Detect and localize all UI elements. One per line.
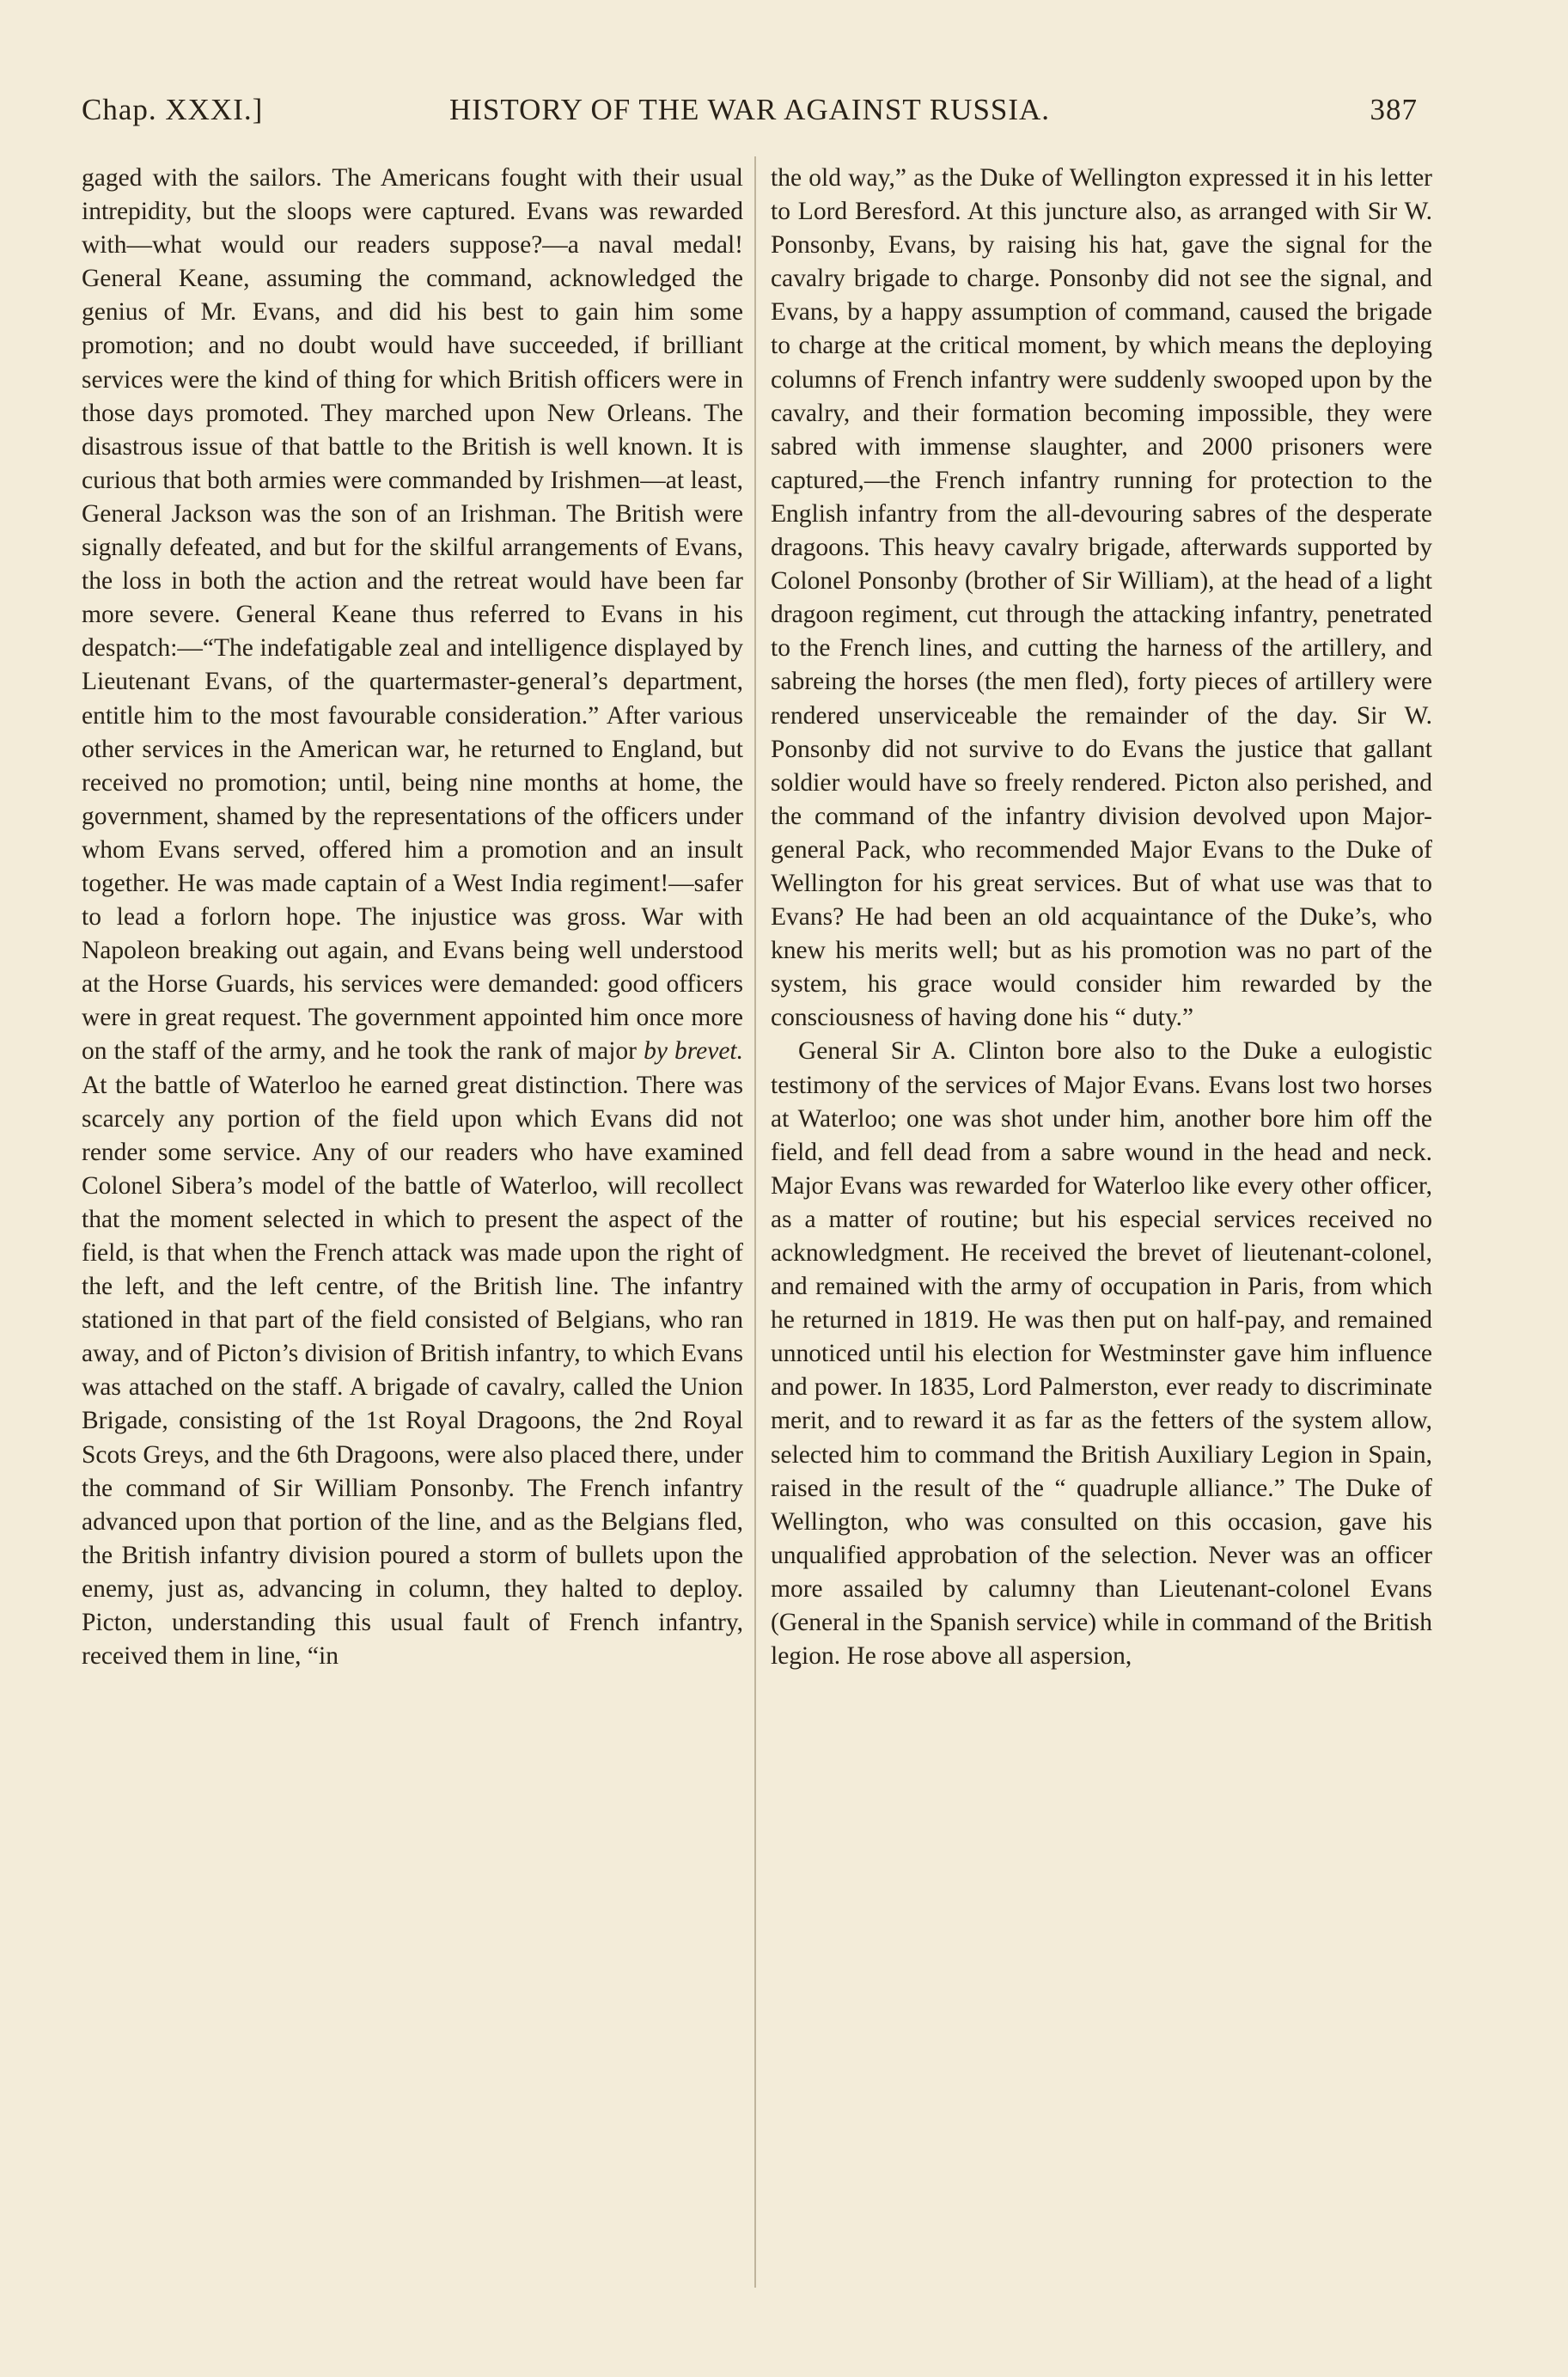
right-paragraph-2: General Sir A. Clinton bore also to the Duke a eulogistic testimony of the services of Major Evans. Evans lost two horses at Waterloo; one was shot under him, another bore him off the field, and fell dead from a sabre wound in the head and neck. Major Evans was rewarded for Waterloo like every other officer, as a matter of routine; but his especial services received no acknowledgment. He received the brevet of lieutenant-colonel, and remained with the army of occupation in Paris, from which he returned in 1819. He was then put on half-pay, and remained unnoticed until his election for Westminster gave him influence and power. In 1835, Lord Palmerston, ever ready to discriminate merit, and to reward it as far as the fetters of the system allow, selected him to command the British Auxiliary Legion in Spain, raised in the result of the “ quadruple alliance.” The Duke of Wellington, who was consulted on this occasion, gave his unqualified approbation of the selection. Never was an officer more assailed by calumny than Lieutenant-colonel Evans (General in the Spanish service) while in command of the British legion. He rose above all aspersion, bbox=[771, 1037, 1432, 1671]
left-column bbox=[82, 162, 743, 1673]
page-number: 387 bbox=[1370, 93, 1418, 126]
running-head bbox=[82, 93, 1418, 136]
right-column bbox=[771, 162, 1432, 1673]
left-paragraph bbox=[82, 162, 743, 1673]
column-divider bbox=[754, 156, 756, 2288]
left-text-part-2: At the battle of Waterloo he earned great distinction. There was scarcely any portion of the field upon which Evans did not render some service. Any of our readers who have examined Colonel Sibera’s model of the battle of Waterloo, will recollect that the moment selected in which to present the aspect of the field, is that when the French attack was made upon the right of the left, and the left centre, of the British line. The infantry stationed in that part of the field consisted of Belgians, who ran away, and of Picton’s division of British infantry, to which Evans was attached on the staff. A brigade of cavalry, called the Union Brigade, consisting of the 1st Royal Dragoons, the 2nd Royal Scots Greys, and the 6th Dragoons, were also placed there, under the command of Sir William Ponsonby. The French infantry advanced upon that portion of the line, and as the Belgians fled, the British infantry division poured a storm of bullets upon the enemy, just as, advancing in column, they halted to deploy. Picton, understanding this usual fault of French infantry, received them in line, “in bbox=[82, 1071, 743, 1671]
running-title: HISTORY OF THE WAR AGAINST RUSSIA. bbox=[448, 93, 1051, 126]
italic-by-brevet: by brevet. bbox=[644, 1037, 743, 1066]
left-text-part-1: gaged with the sailors. The Americans fought with their usual intrepidity, but the sloops were captured. Evans was rewarded with—what would our readers suppose?—a naval medal! General Keane, assuming the command, acknowledged the genius of Mr. Evans, and did his best to gain him some promotion; and no doubt would have succeeded, if brilliant services were the kind of thing for which British officers were in those days promoted. They marched upon New Orleans. The disastrous issue of that battle to the British is well known. It is curious that both armies were commanded by Irishmen—at least, General Jackson was the son of an Irishman. The British were signally defeated, and but for the skilful arrangements of Evans, the loss in both the action and the retreat would have been far more severe. General Keane thus referred to Evans in his despatch:—“The indefatigable zeal and intelligence displayed by Lieutenant Evans, of the quartermaster-general’s department, entitle him to the most favourable consideration.” After various other services in the American war, he returned to England, but received no promotion; until, being nine months at home, the government, shamed by the representations of the officers under whom Evans served, offered him a promotion and an insult together. He was made captain of a West India regiment!—safer to lead a forlorn hope. The injustice was gross. War with Napoleon breaking out again, and Evans being well understood at the Horse Guards, his services were demanded: good officers were in great request. The government appointed him once more on the staff of the army, and he took the rank of major bbox=[82, 164, 743, 1066]
right-paragraph-1: the old way,” as the Duke of Wellington expressed it in his letter to Lord Beresford. At this juncture also, as arranged with Sir W. Ponsonby, Evans, by raising his hat, gave the signal for the cavalry brigade to charge. Ponsonby did not see the signal, and Evans, by a happy assumption of command, caused the brigade to charge at the critical moment, by which means the deploying columns of French infantry were suddenly swooped upon by the cavalry, and their formation becoming impossible, they were sabred with immense slaughter, and 2000 prisoners were captured,—the French infantry running for protection to the English infantry from the all-devouring sabres of the desperate dragoons. This heavy cavalry brigade, afterwards supported by Colonel Ponsonby (brother of Sir William), at the head of a light dragoon regiment, cut through the attacking infantry, penetrated to the French lines, and cutting the harness of the artillery, and sabreing the horses (the men fled), forty pieces of artillery were rendered unserviceable the remainder of the day. Sir W. Ponsonby did not survive to do Evans the justice that gallant soldier would have so freely rendered. Picton also perished, and the command of the infantry division devolved upon Major-general Pack, who recommended Major Evans to the Duke of Wellington for his great services. But of what use was that to Evans? He had been an old acquaintance of the Duke’s, who knew his merits well; but as his promotion was no part of the system, his grace would consider him rewarded by the consciousness of having done his “ duty.” bbox=[771, 164, 1432, 1032]
chapter-reference: Chap. XXXI.] bbox=[82, 93, 264, 126]
